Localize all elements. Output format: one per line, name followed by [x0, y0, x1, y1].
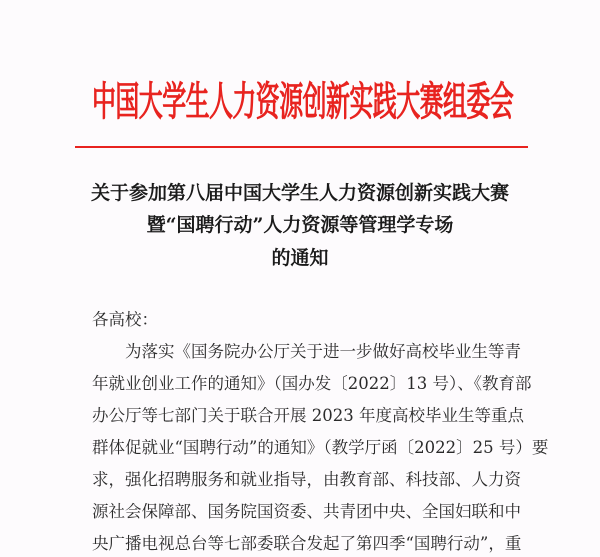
body-line: 求，强化招聘服务和就业指导，由教育部、科技部、人力资: [92, 470, 521, 489]
notice-title-line-2: 暨“国聘行动”人力资源等管理学专场: [146, 214, 454, 236]
notice-title-line-1: 关于参加第八届中国大学生人力资源创新实践大赛: [90, 182, 509, 204]
red-divider-line: [75, 146, 528, 148]
body-line: 央广播电视总台等七部委联合发起了第四季“国聘行动”，重: [92, 534, 522, 553]
body-line: 源社会保障部、国务院国资委、共青团中央、全国妇联和中: [92, 502, 521, 521]
notice-title-line-3: 的通知: [271, 247, 329, 269]
body-line: 办公厅等七部门关于联合开展 2023 年度高校毕业生等重点: [92, 406, 524, 425]
body-line: 为落实《国务院办公厅关于进一步做好高校毕业生等青: [125, 342, 521, 361]
salutation: 各高校：: [92, 310, 158, 329]
issuing-organization-header: 中国大学生人力资源创新实践大赛组委会: [92, 77, 514, 125]
body-line: 群体促就业“国聘行动”的通知》（教学厅函〔2022〕25 号）要: [92, 438, 549, 457]
body-line: 年就业创业工作的通知》（国办发〔2022〕13 号）、《教育部: [92, 374, 532, 393]
